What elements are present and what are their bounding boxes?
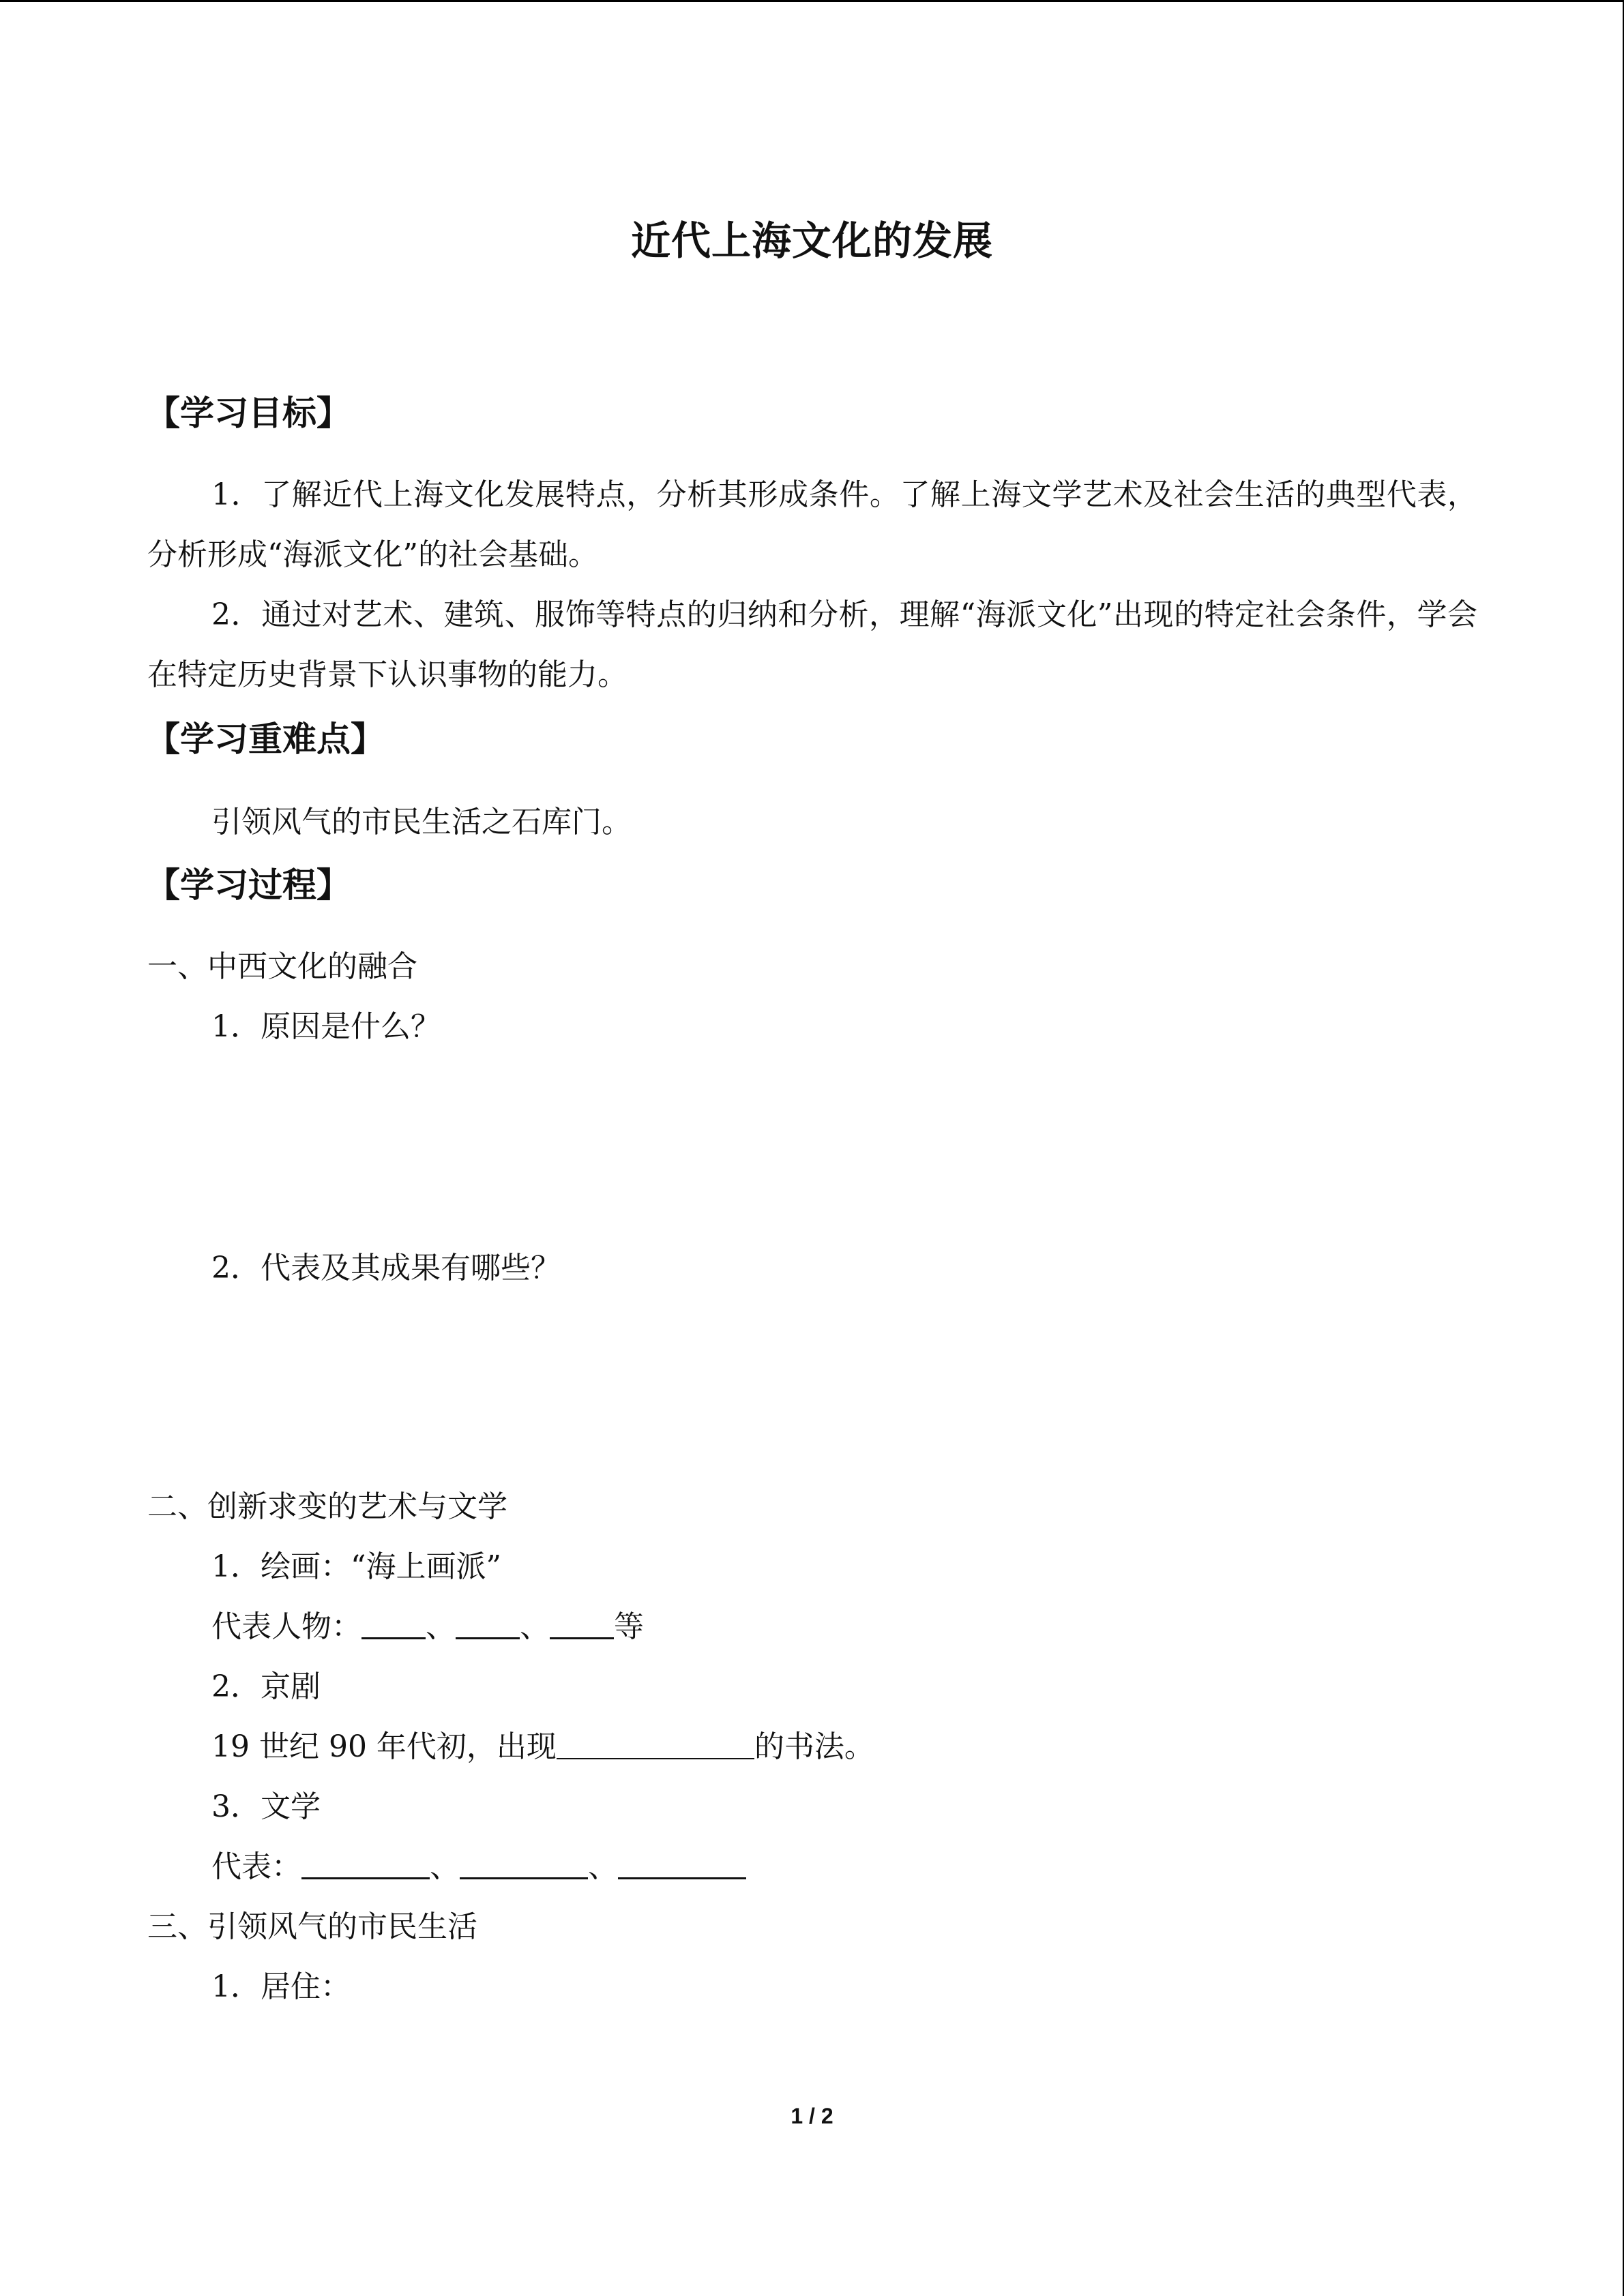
painting-rep-label: 代表人物：	[211, 1609, 361, 1644]
page-top-border	[0, 0, 1624, 2]
opera-sentence	[211, 1720, 874, 1774]
part2-literature: 3．文学	[211, 1789, 321, 1824]
literature-representatives	[211, 1840, 746, 1894]
fill-blank-opera[interactable]	[557, 1728, 754, 1759]
key-points-text: 引领风气的市民生活之石库门。	[211, 805, 632, 839]
opera-prefix: 19 世纪 90 年代初，出现	[211, 1729, 557, 1764]
part2-title: 二、创新求变的艺术与文学	[147, 1489, 507, 1524]
painting-representatives	[211, 1600, 644, 1654]
part2-painting: 1．绘画：“海上画派”	[211, 1549, 501, 1584]
page-number: 1 / 2	[791, 2104, 833, 2128]
separator: 、	[588, 1849, 618, 1884]
document-title: 近代上海文化的发展	[630, 218, 993, 264]
objective-item-1: 1．了解近代上海文化发展特点，分析其形成条件。了解上海文学艺术及社会生活的典型代表，分析形成“海派文化”的社会基础。	[147, 477, 1477, 572]
fill-blank-painter-1[interactable]	[361, 1607, 426, 1639]
opera-suffix: 的书法。	[754, 1729, 874, 1764]
fill-blank-painter-3[interactable]	[550, 1607, 614, 1639]
objective-item-2: 2．通过对艺术、建筑、服饰等特点的归纳和分析，理解“海派文化”出现的特定社会条件，学会在特定历史背景下认识事物的能力。	[147, 597, 1477, 692]
fill-blank-painter-2[interactable]	[456, 1607, 520, 1639]
etc-suffix: 等	[614, 1609, 644, 1644]
separator: 、	[426, 1609, 456, 1644]
part3-living: 1．居住：	[211, 1969, 351, 2004]
literature-rep-label: 代表：	[211, 1849, 301, 1884]
separator: 、	[430, 1849, 460, 1884]
key-points-heading: 【学习重难点】	[146, 719, 385, 759]
objectives-heading: 【学习目标】	[146, 393, 351, 433]
fill-blank-writer-3[interactable]	[618, 1847, 746, 1879]
part1-question-2: 2．代表及其成果有哪些？	[211, 1251, 561, 1285]
part1-title: 一、中西文化的融合	[147, 949, 417, 984]
part3-title: 三、引领风气的市民生活	[147, 1909, 477, 1944]
part1-question-1: 1．原因是什么？	[211, 1009, 441, 1044]
separator: 、	[520, 1609, 550, 1644]
process-heading: 【学习过程】	[146, 865, 351, 905]
part2-opera: 2．京剧	[211, 1669, 321, 1704]
fill-blank-writer-1[interactable]	[301, 1847, 430, 1879]
fill-blank-writer-2[interactable]	[460, 1847, 588, 1879]
